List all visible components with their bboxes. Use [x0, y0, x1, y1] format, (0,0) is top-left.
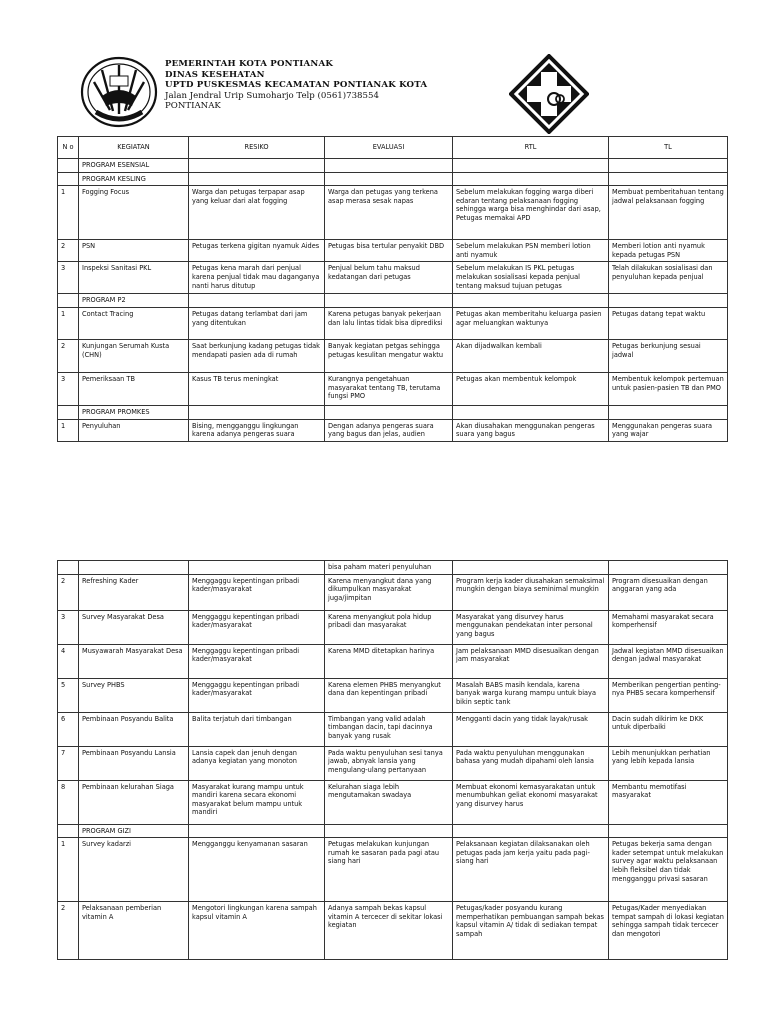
cell-kegiatan: Kunjungan Serumah Kusta (CHN) — [79, 339, 189, 372]
table-row — [58, 746, 728, 780]
col-header-no: N o — [58, 137, 79, 159]
table-cell — [325, 824, 453, 838]
cell-resiko: Kasus TB terus meningkat — [189, 372, 325, 405]
cell-resiko: Bising, mengganggu lingkungan karena adanya pengeras suara — [189, 419, 325, 441]
cell-rtl: Pelaksanaan kegiatan dilaksanakan oleh petugas pada jam kerja yaitu pada pagi-siang hari — [453, 838, 609, 902]
cell-evaluasi: Warga dan petugas yang terkena asap merasa sesak napas — [325, 186, 453, 240]
cell-resiko: Petugas kena marah dari penjual karena penjual tidak mau daganganya nanti harus ditutup — [189, 262, 325, 294]
cell-resiko — [189, 561, 325, 575]
risk-table-page-2 — [57, 560, 728, 960]
agency-title: DINAS KESEHATAN — [165, 69, 265, 80]
table-row — [58, 307, 728, 339]
cell-rtl — [453, 561, 609, 575]
table-cell — [453, 294, 609, 308]
cell-no: 1 — [58, 419, 79, 441]
cell-tl: Petugas bekerja sama dengan kader setempat untuk melakukan survey agar waktu pelaksanaan lebih fleksibel dan tidak mengganggu privasi sasaran — [609, 838, 728, 902]
cell-rtl: Jam pelaksanaan MMD disesuaikan dengan jam masyarakat — [453, 644, 609, 678]
table-row — [58, 644, 728, 678]
table-body-page-1 — [58, 159, 728, 442]
table-cell — [189, 824, 325, 838]
table-row — [58, 780, 728, 824]
cell-kegiatan: Contact Tracing — [79, 307, 189, 339]
cell-resiko: Masyarakat kurang mampu untuk mandiri karena secara ekonomi masyarakat belum mampu untuk mandiri — [189, 780, 325, 824]
cell-kegiatan: Inspeksi Sanitasi PKL — [79, 262, 189, 294]
col-header-evaluasi: EVALUASI — [325, 137, 453, 159]
section-row — [58, 294, 728, 308]
table-cell — [609, 405, 728, 419]
table-row — [58, 339, 728, 372]
cell-no: 1 — [58, 838, 79, 902]
section-row — [58, 172, 728, 186]
cell-rtl: Akan dijadwalkan kembali — [453, 339, 609, 372]
section-row — [58, 824, 728, 838]
table-row — [58, 262, 728, 294]
cell-kegiatan — [79, 561, 189, 575]
cell-rtl: Petugas akan membentuk kelompok — [453, 372, 609, 405]
cell-kegiatan: Pembinaan Posyandu Balita — [79, 712, 189, 746]
cell-evaluasi: Petugas bisa tertular penyakit DBD — [325, 240, 453, 262]
table-row — [58, 372, 728, 405]
cell-tl: Program disesuaikan dengan anggaran yang ada — [609, 574, 728, 610]
section-label: PROGRAM ESENSIAL — [79, 159, 189, 173]
table-row — [58, 902, 728, 960]
cell-tl: Telah dilakukan sosialisasi dan penyuluhan kepada penjual — [609, 262, 728, 294]
table-row — [58, 419, 728, 441]
table-cell — [325, 159, 453, 173]
table-cell — [189, 294, 325, 308]
cell-evaluasi: Pada waktu penyuluhan sesi tanya jawab, abnyak lansia yang mengulang-ulang pertanyaan — [325, 746, 453, 780]
table-cell — [189, 172, 325, 186]
table-cell — [453, 159, 609, 173]
cell-kegiatan: Fogging Focus — [79, 186, 189, 240]
cell-evaluasi: Banyak kegiatan petgas sehingga petugas kesulitan mengatur waktu — [325, 339, 453, 372]
cell-evaluasi: Karena elemen PHBS menyangkut dana dan kepentingan pribadi — [325, 678, 453, 712]
col-header-rtl: RTL — [453, 137, 609, 159]
col-header-kegiatan: KEGIATAN — [79, 137, 189, 159]
cell-resiko: Menggaggu kepentingan pribadi kader/masyarakat — [189, 610, 325, 644]
table-cell — [453, 172, 609, 186]
table-cell — [325, 172, 453, 186]
cell-no — [58, 561, 79, 575]
cell-no: 4 — [58, 644, 79, 678]
section-label: PROGRAM KESLING — [79, 172, 189, 186]
gov-title: PEMERINTAH KOTA PONTIANAK — [165, 59, 333, 69]
cell-kegiatan: Pelaksanaan pemberian vitamin A — [79, 902, 189, 960]
pontianak-city-emblem-icon — [80, 56, 158, 128]
cell-resiko: Menggaggu kepentingan pribadi kader/masyarakat — [189, 644, 325, 678]
cell-rtl: Petugas/kader posyandu kurang memperhatikan pembuangan sampah bekas kapsul vitamin A/ tidak di sediakan tempat sampah — [453, 902, 609, 960]
cell-tl: Memahami masyarakat secara komperhensif — [609, 610, 728, 644]
cell-rtl: Petugas akan memberitahu keluarga pasien agar meluangkan waktunya — [453, 307, 609, 339]
cell-resiko: Mengotori lingkungan karena sampah kapsul vitamin A — [189, 902, 325, 960]
cell-no: 2 — [58, 902, 79, 960]
cell-no: 2 — [58, 339, 79, 372]
cell-no: 2 — [58, 240, 79, 262]
cell-resiko: Petugas terkena gigitan nyamuk Aides — [189, 240, 325, 262]
risk-table-page-1 — [57, 136, 728, 442]
table-row — [58, 240, 728, 262]
section-label: PROGRAM GIZI — [79, 824, 189, 838]
cell-evaluasi: Penjual belum tahu maksud kedatangan dari petugas — [325, 262, 453, 294]
table-cell — [58, 405, 79, 419]
table-header-row — [58, 137, 728, 159]
section-label: PROGRAM P2 — [79, 294, 189, 308]
cell-resiko: Menggaggu kepentingan pribadi kader/masyarakat — [189, 678, 325, 712]
table-cell — [58, 159, 79, 173]
cell-evaluasi: Adanya sampah bekas kapsul vitamin A tercecer di sekitar lokasi kegiatan — [325, 902, 453, 960]
cell-kegiatan: Musyawarah Masyarakat Desa — [79, 644, 189, 678]
cell-no: 3 — [58, 262, 79, 294]
table-cell — [609, 824, 728, 838]
letterhead — [0, 0, 768, 135]
cell-tl: Dacin sudah dikirim ke DKK untuk diperbaiki — [609, 712, 728, 746]
cell-rtl: Akan diusahakan menggunakan pengeras suara yang bagus — [453, 419, 609, 441]
cell-tl: Petugas datang tepat waktu — [609, 307, 728, 339]
cell-no: 2 — [58, 574, 79, 610]
cell-kegiatan: Survey Masyarakat Desa — [79, 610, 189, 644]
cell-rtl: Sebelum melakukan PSN memberi lotion anti nyamuk — [453, 240, 609, 262]
cell-no: 1 — [58, 307, 79, 339]
unit-title: UPTD PUSKESMAS KECAMATAN PONTIANAK KOTA — [165, 80, 428, 91]
cell-tl: Membentuk kelompok pertemuan untuk pasien-pasien TB dan PMO — [609, 372, 728, 405]
cell-rtl: Mengganti dacin yang tidak layak/rusak — [453, 712, 609, 746]
section-label: PROGRAM PROMKES — [79, 405, 189, 419]
cell-kegiatan: Pemeriksaan TB — [79, 372, 189, 405]
cell-rtl: Sebelum melakukan fogging warga diberi edaran tentang pelaksanaan fogging sehingga warga bisa menghindar dari asap, Petugas memakai APD — [453, 186, 609, 240]
section-row — [58, 159, 728, 173]
table-cell — [609, 172, 728, 186]
cell-rtl: Pada waktu penyuluhan menggunakan bahasa yang mudah dipahami oleh lansia — [453, 746, 609, 780]
cell-kegiatan: Survey kadarzi — [79, 838, 189, 902]
cell-evaluasi: bisa paham materi penyuluhan — [325, 561, 453, 575]
table-cell — [58, 824, 79, 838]
cell-no: 8 — [58, 780, 79, 824]
cell-tl — [609, 561, 728, 575]
cell-evaluasi: Petugas melakukan kunjungan rumah ke sasaran pada pagi atau siang hari — [325, 838, 453, 902]
address-line: Jalan Jendral Urip Sumoharjo Telp (0561)738554 — [165, 90, 379, 101]
cell-rtl: Masalah BABS masih kendala, karena banyak warga kurang mampu untuk biaya bikin septic tank — [453, 678, 609, 712]
cell-no: 7 — [58, 746, 79, 780]
cell-evaluasi: Kurangnya pengetahuan masyarakat tentang TB, terutama fungsi PMO — [325, 372, 453, 405]
cell-rtl: Membuat ekonomi kemasyarakatan untuk menumbuhkan geliat ekonomi masyarakat yang disurvey harus — [453, 780, 609, 824]
cell-no: 5 — [58, 678, 79, 712]
cell-evaluasi: Karena petugas banyak pekerjaan dan lalu lintas tidak bisa diprediksi — [325, 307, 453, 339]
cell-tl: Jadwal kegiatan MMD disesuaikan dengan jadwal masyarakat — [609, 644, 728, 678]
cell-tl: Menggunakan pengeras suara yang wajar — [609, 419, 728, 441]
cell-tl: Membuat pemberitahuan tentang jadwal pelaksanaan fogging — [609, 186, 728, 240]
table-row — [58, 574, 728, 610]
cell-tl: Memberikan pengertian penting-nya PHBS secara komperhensif — [609, 678, 728, 712]
table-cell — [189, 405, 325, 419]
table-cell — [58, 172, 79, 186]
cell-evaluasi: Karena menyangkut dana yang dikumpulkan masyarakat juga/jimpitan — [325, 574, 453, 610]
cell-tl: Petugas/Kader menyediakan tempat sampah di lokasi kegiatan sehingga sampah tidak tercecer dan mengotori — [609, 902, 728, 960]
cell-kegiatan: Pembinaan kelurahan Siaga — [79, 780, 189, 824]
cell-evaluasi: Kelurahan siaga lebih mengutamakan swadaya — [325, 780, 453, 824]
cell-rtl: Sebelum melakukan IS PKL petugas melakukan sosialisasi kepada penjual tentang maksud tujuan petugas — [453, 262, 609, 294]
table-cell — [58, 294, 79, 308]
city-line: PONTIANAK — [165, 101, 221, 112]
cell-resiko: Warga dan petugas terpapar asap yang keluar dari alat fogging — [189, 186, 325, 240]
col-header-resiko: RESIKO — [189, 137, 325, 159]
cell-kegiatan: Pembinaan Posyandu Lansia — [79, 746, 189, 780]
cell-evaluasi: Timbangan yang valid adalah timbangan dacin, tapi dacinnya banyak yang rusak — [325, 712, 453, 746]
cell-evaluasi: Karena MMD ditetapkan harinya — [325, 644, 453, 678]
table-body-page-2 — [58, 561, 728, 960]
table-row — [58, 712, 728, 746]
cell-kegiatan: Survey PHBS — [79, 678, 189, 712]
cell-tl: Lebih menunjukkan perhatian yang lebih kepada lansia — [609, 746, 728, 780]
cell-evaluasi: Karena menyangkut pola hidup pribadi dan masyarakat — [325, 610, 453, 644]
cell-kegiatan: PSN — [79, 240, 189, 262]
cell-tl: Membantu memotifasi masyarakat — [609, 780, 728, 824]
section-row — [58, 405, 728, 419]
table-cell — [609, 294, 728, 308]
cell-no: 6 — [58, 712, 79, 746]
cell-no: 3 — [58, 372, 79, 405]
cell-resiko: Mengganggu kenyamanan sasaran — [189, 838, 325, 902]
health-cross-logo-icon — [509, 54, 589, 134]
cell-rtl: Masyarakat yang disurvey harus menggunakan pendekatan inter personal yang bagus — [453, 610, 609, 644]
cell-resiko: Petugas datang terlambat dari jam yang ditentukan — [189, 307, 325, 339]
table-row — [58, 610, 728, 644]
col-header-tl: TL — [609, 137, 728, 159]
table-cell — [325, 405, 453, 419]
table-row — [58, 838, 728, 902]
table-cell — [189, 159, 325, 173]
table-cell — [609, 159, 728, 173]
cell-resiko: Balita terjatuh dari timbangan — [189, 712, 325, 746]
table-row — [58, 561, 728, 575]
cell-no: 1 — [58, 186, 79, 240]
cell-no: 3 — [58, 610, 79, 644]
cell-kegiatan: Refreshing Kader — [79, 574, 189, 610]
cell-tl: Petugas berkunjung sesuai jadwal — [609, 339, 728, 372]
cell-resiko: Saat berkunjung kadang petugas tidak mendapati pasien ada di rumah — [189, 339, 325, 372]
table-cell — [325, 294, 453, 308]
table-row — [58, 186, 728, 240]
table-cell — [453, 405, 609, 419]
cell-tl: Memberi lotion anti nyamuk kepada petugas PSN — [609, 240, 728, 262]
table-cell — [453, 824, 609, 838]
cell-kegiatan: Penyuluhan — [79, 419, 189, 441]
cell-resiko: Lansia capek dan jenuh dengan adanya kegiatan yang monoton — [189, 746, 325, 780]
table-row — [58, 678, 728, 712]
cell-evaluasi: Dengan adanya pengeras suara yang bagus dan jelas, audien — [325, 419, 453, 441]
cell-resiko: Menggaggu kepentingan pribadi kader/masyarakat — [189, 574, 325, 610]
cell-rtl: Program kerja kader diusahakan semaksimal mungkin dengan biaya seminimal mungkin — [453, 574, 609, 610]
